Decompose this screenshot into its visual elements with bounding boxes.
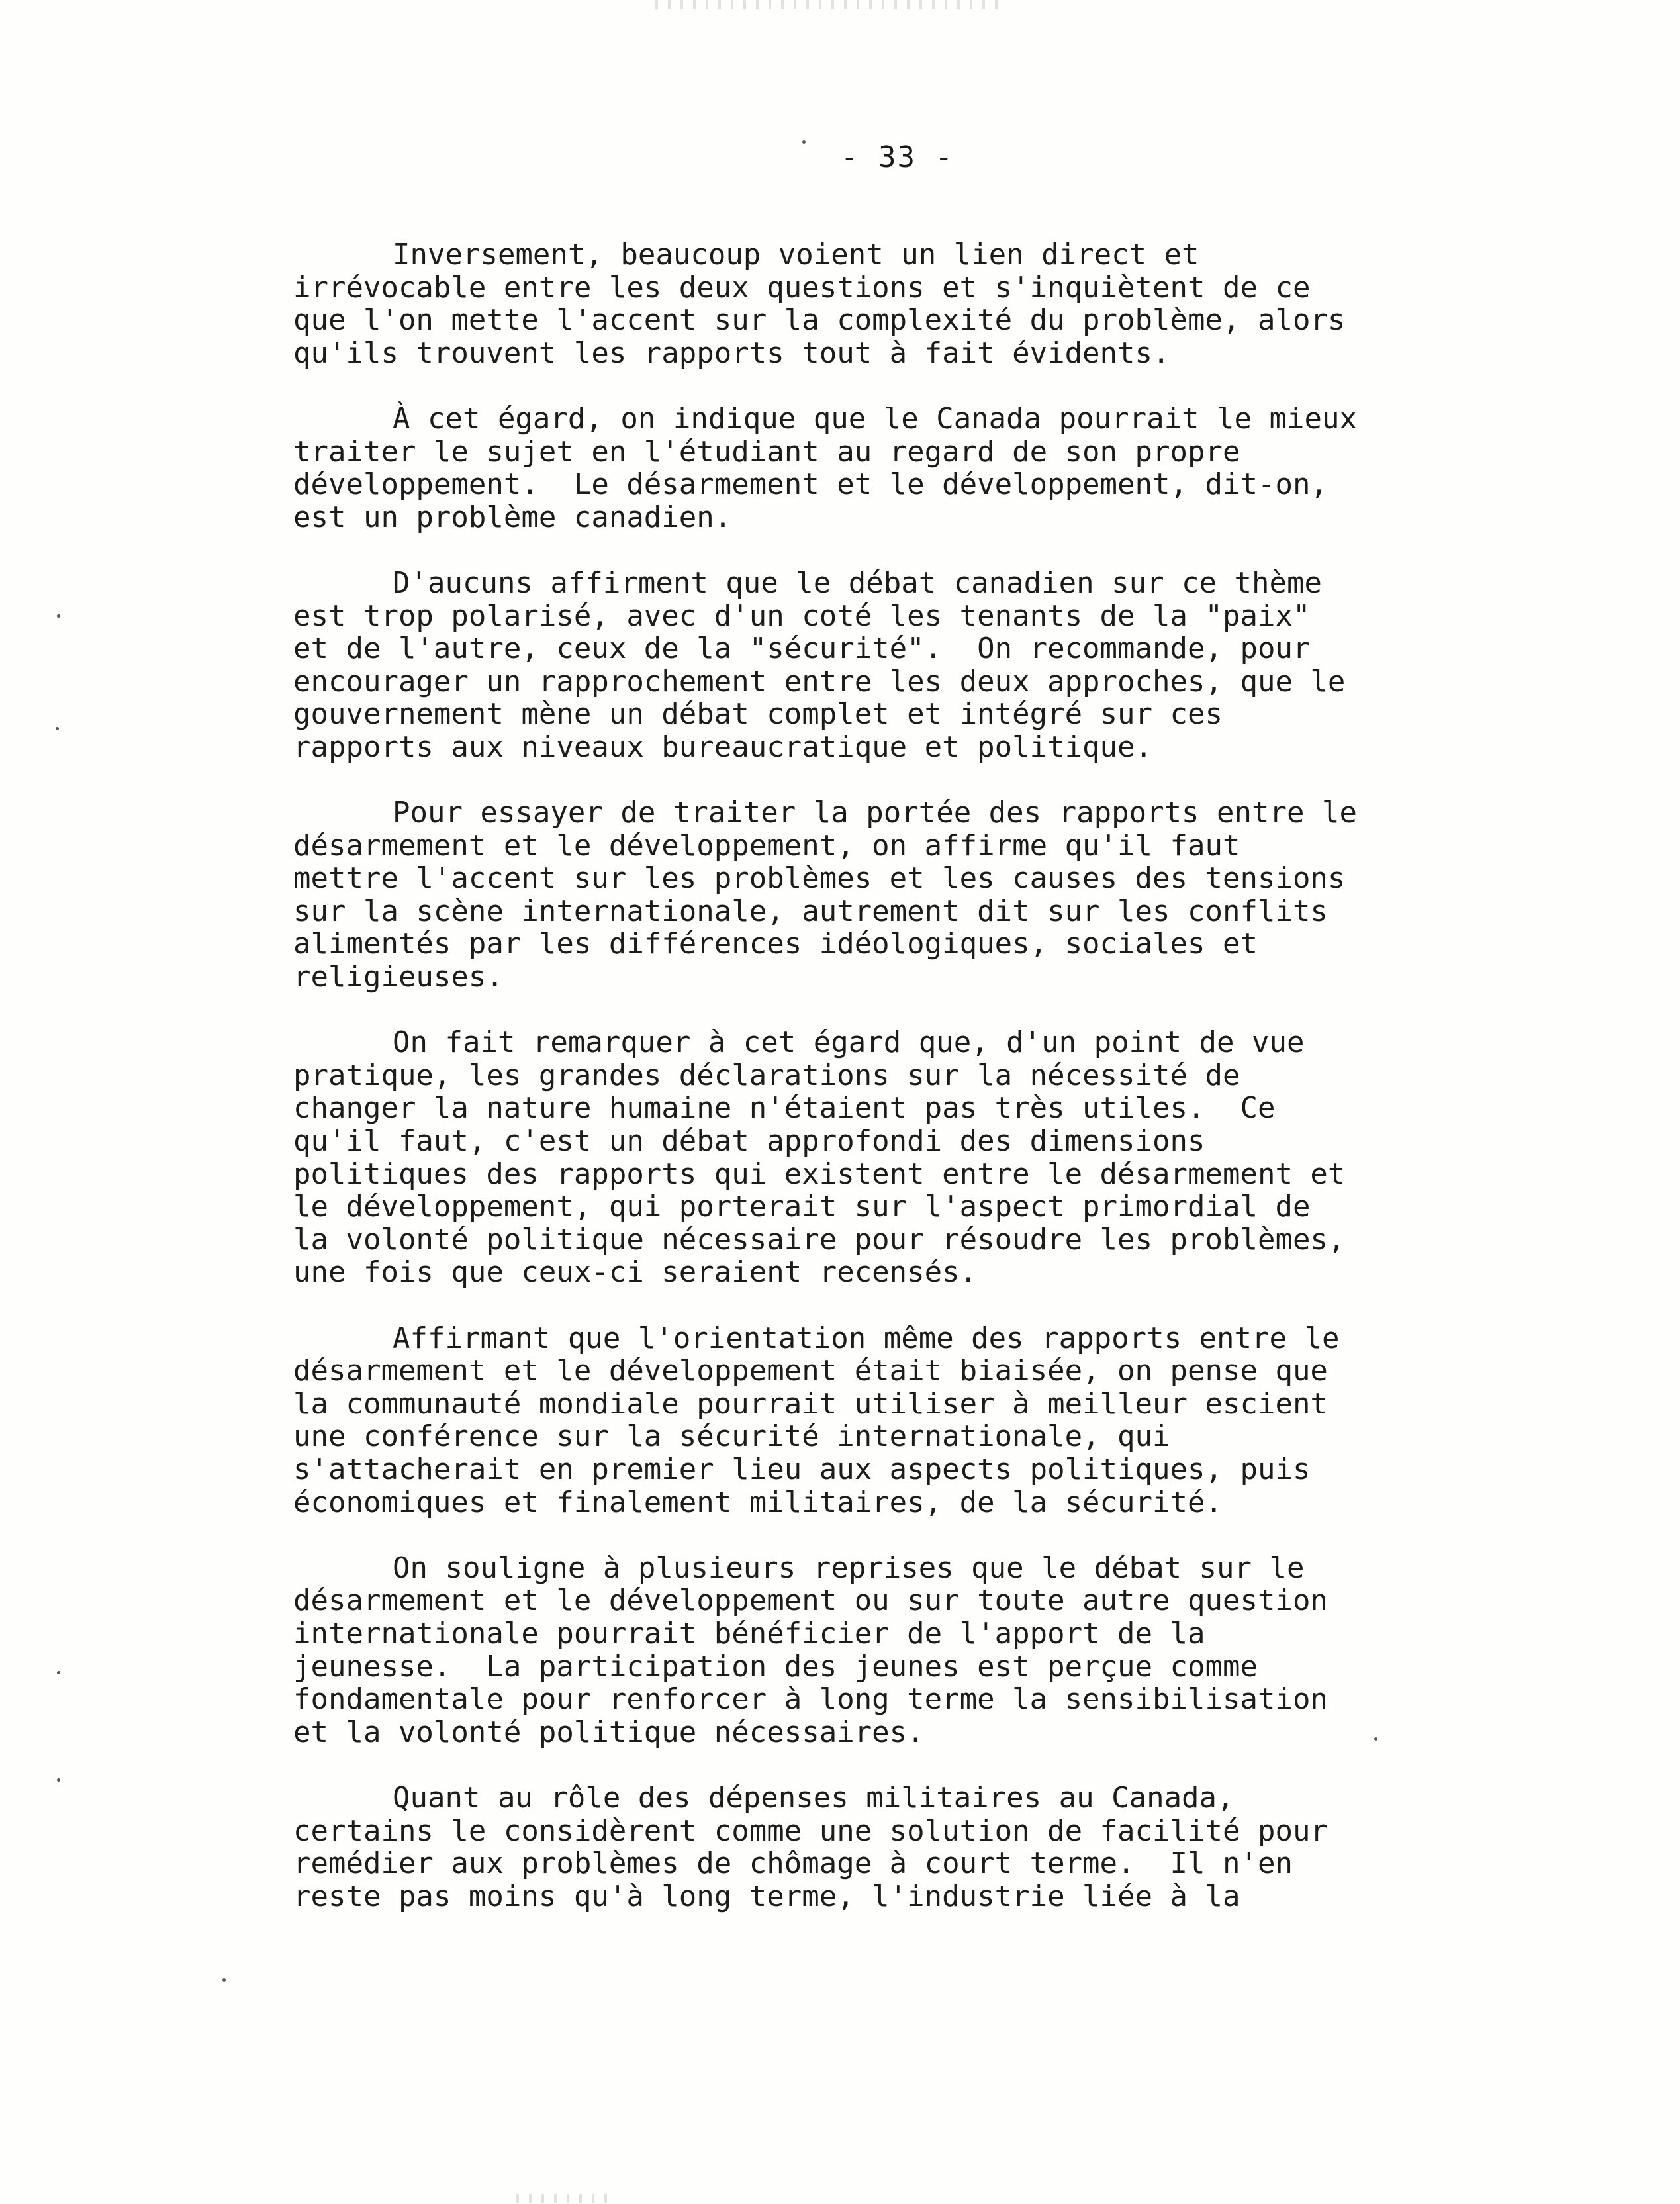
text-line: une fois que ceux-ci seraient recensés. bbox=[293, 1255, 978, 1290]
text-line: désarmement et le développement était biaisée, on pense que bbox=[293, 1354, 1328, 1388]
text-line: On fait remarquer à cet égard que, d'un point de vue bbox=[393, 1026, 1305, 1060]
text-line: remédier aux problèmes de chômage à court terme. Il n'en bbox=[293, 1846, 1293, 1881]
text-line: désarmement et le développement, on affirme qu'il faut bbox=[293, 828, 1240, 863]
text-line: développement. Le désarmement et le développement, dit-on, bbox=[293, 467, 1328, 502]
text-line: pratique, les grandes déclarations sur la nécessité de bbox=[293, 1058, 1240, 1092]
paragraph bbox=[293, 1322, 1551, 1519]
text-line: s'attacherait en premier lieu aux aspects politiques, puis bbox=[293, 1452, 1311, 1486]
paragraph bbox=[293, 238, 1551, 369]
text-line: Quant au rôle des dépenses militaires au Canada, bbox=[393, 1780, 1235, 1815]
scan-artifact-top bbox=[655, 0, 1000, 9]
page-number: - 33 - bbox=[841, 140, 954, 174]
text-line: Inversement, beaucoup voient un lien direct et bbox=[393, 238, 1199, 271]
text-line: On souligne à plusieurs reprises que le débat sur le bbox=[393, 1551, 1305, 1585]
body-text bbox=[293, 238, 1551, 1946]
paragraph bbox=[293, 1782, 1551, 1913]
text-line: encourager un rapprochement entre les deux approches, que le bbox=[293, 664, 1346, 698]
text-line: le développement, qui porterait sur l'aspect primordial de bbox=[293, 1190, 1311, 1224]
text-line: économiques et finalement militaires, de la sécurité. bbox=[293, 1485, 1223, 1519]
text-line: la communauté mondiale pourrait utiliser à meilleur escient bbox=[293, 1386, 1328, 1421]
text-line: alimentés par les différences idéologiques, sociales et bbox=[293, 927, 1258, 961]
scan-artifact-bottom bbox=[516, 2194, 616, 2203]
scan-speck bbox=[57, 614, 60, 618]
text-line: une conférence sur la sécurité internationale, qui bbox=[293, 1419, 1170, 1454]
text-line: désarmement et le développement ou sur toute autre question bbox=[293, 1584, 1328, 1618]
text-line: jeunesse. La participation des jeunes est perçue comme bbox=[293, 1649, 1258, 1684]
text-line: gouvernement mène un débat complet et intégré sur ces bbox=[293, 697, 1223, 732]
text-line: internationale pourrait bénéficier de l'apport de la bbox=[293, 1616, 1205, 1651]
text-line: est trop polarisé, avec d'un coté les tenants de la "paix" bbox=[293, 599, 1311, 633]
text-line: Affirmant que l'orientation même des rapports entre le bbox=[393, 1321, 1340, 1355]
text-line: sur la scène internationale, autrement dit sur les conflits bbox=[293, 894, 1328, 928]
scan-speck bbox=[222, 1978, 226, 1982]
text-line: Pour essayer de traiter la portée des rapports entre le bbox=[393, 796, 1357, 830]
text-line: fondamentale pour renforcer à long terme la sensibilisation bbox=[293, 1682, 1328, 1717]
text-line: D'aucuns affirment que le débat canadien sur ce thème bbox=[393, 565, 1322, 600]
text-line: politiques des rapports qui existent entre le désarmement et bbox=[293, 1157, 1346, 1191]
paragraph bbox=[293, 403, 1551, 534]
text-line: qu'ils trouvent les rapports tout à fait évidents. bbox=[293, 336, 1170, 370]
text-line: et de l'autre, ceux de la "sécurité". On recommande, pour bbox=[293, 632, 1311, 666]
text-line: reste pas moins qu'à long terme, l'industrie liée à la bbox=[293, 1879, 1240, 1913]
text-line: que l'on mette l'accent sur la complexité du problème, alors bbox=[293, 303, 1346, 338]
scan-speck bbox=[57, 1778, 60, 1782]
paragraph bbox=[293, 1026, 1551, 1289]
text-line: changer la nature humaine n'étaient pas très utiles. Ce bbox=[293, 1091, 1276, 1126]
text-line: À cet égard, on indique que le Canada pourrait le mieux bbox=[393, 401, 1357, 436]
scan-speck bbox=[802, 140, 806, 144]
text-line: irrévocable entre les deux questions et s'inquiètent de ce bbox=[293, 270, 1311, 305]
paragraph bbox=[293, 567, 1551, 764]
scan-speck bbox=[57, 1671, 60, 1674]
scan-speck bbox=[56, 727, 59, 730]
text-line: religieuses. bbox=[293, 960, 504, 994]
text-line: rapports aux niveaux bureaucratique et politique. bbox=[293, 730, 1153, 764]
text-line: certains le considèrent comme une solution de facilité pour bbox=[293, 1813, 1328, 1848]
text-line: et la volonté politique nécessaires. bbox=[293, 1715, 925, 1749]
text-line: la volonté politique nécessaire pour résoudre les problèmes, bbox=[293, 1222, 1346, 1257]
paragraph bbox=[293, 1552, 1551, 1749]
paragraph bbox=[293, 796, 1551, 994]
text-line: qu'il faut, c'est un débat approfondi des dimensions bbox=[293, 1124, 1205, 1159]
text-line: mettre l'accent sur les problèmes et les causes des tensions bbox=[293, 861, 1346, 896]
text-line: est un problème canadien. bbox=[293, 500, 732, 534]
text-line: traiter le sujet en l'étudiant au regard de son propre bbox=[293, 434, 1240, 469]
scan-speck bbox=[1374, 1737, 1377, 1741]
